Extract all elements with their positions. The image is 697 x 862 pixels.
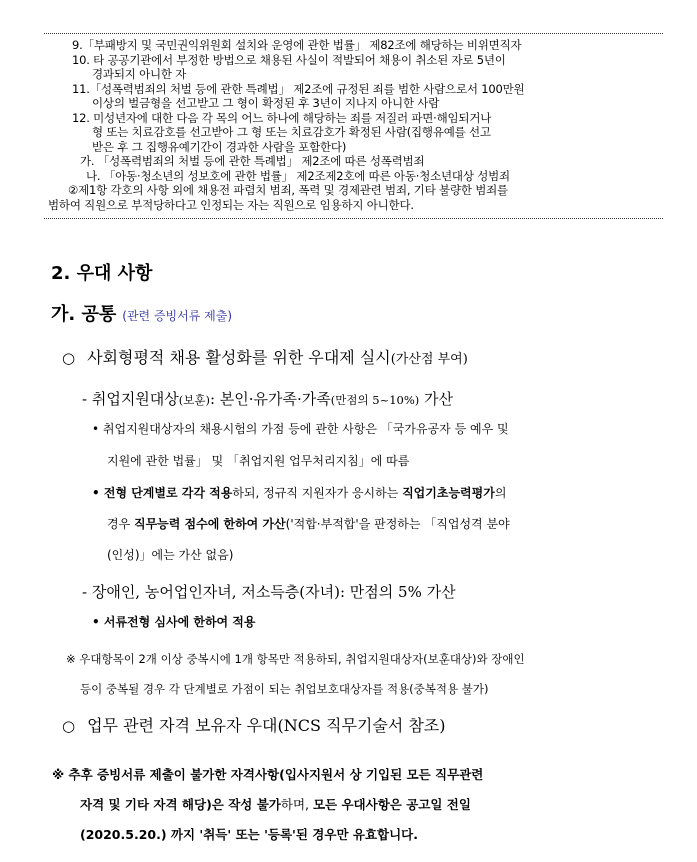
veterans-note-2-cont [107, 516, 510, 532]
subsection-common [51, 300, 232, 326]
final-note-2 [80, 795, 471, 813]
dash-veterans-b: (보훈) [178, 393, 210, 407]
item-11-cont: 이상의 벌금형을 선고받고 그 형이 확정된 후 3년이 지나지 아니한 사람 [92, 96, 440, 110]
section-title-preference: 2. 우대 사항 [51, 263, 153, 284]
veterans-note-2-c3: ('적합·부적합'을 판정하는 「직업성격 분야 [285, 517, 510, 531]
disqualification-box [44, 33, 663, 219]
bullet-social-equity [62, 345, 468, 368]
dash-veterans-c: : 본인·유가족·가족 [209, 390, 331, 408]
dash-veterans-a: - 취업지원대상 [82, 390, 179, 408]
subsection-note: (관련 증빙서류 제출) [122, 309, 233, 323]
document-screening-note: • 서류전형 심사에 한하여 적용 [92, 615, 256, 629]
circle-bullet-icon: ○ [62, 349, 76, 367]
veterans-note-1: • 취업지원대상자의 채용시험의 가점 등에 관한 사항은 「국가유공자 등 예우 및 [92, 422, 509, 436]
dash-disabled: - 장애인, 농어업인자녀, 저소득층(자녀): 만점의 5% 가산 [82, 583, 456, 601]
veterans-note-2-text: 하되, 정규직 지원자가 응시하는 [232, 486, 403, 500]
dash-veterans-d: (만점의 5~10%) [330, 393, 420, 407]
item-12-ga: 가. 「성폭력범죄의 처벌 등에 관한 특례법」 제2조에 따른 성폭력범죄 [80, 154, 425, 168]
duplicate-note-cont: 등이 중복될 경우 각 단계별로 가점이 되는 취업보호대상자를 적용(중복적용 불가) [80, 682, 489, 696]
veterans-note-2-end: 의 [494, 486, 507, 500]
subsection-title: 가. 공통 [51, 304, 117, 325]
final-note-2c: 모든 우대사항은 공고일 전일 [312, 797, 471, 812]
veterans-note-1-cont: 지원에 관한 법률」 및 「취업지원 업무처리지침」에 따름 [107, 454, 410, 468]
final-note-3: (2020.5.20.) 까지 '취득' 또는 '등록'된 경우만 유효합니다. [80, 827, 418, 842]
clause-2: ②제1항 각호의 사항 외에 채용전 파렴치 범죄, 폭력 및 경제관련 범죄, 기타 불량한 범죄를 [68, 183, 508, 197]
item-11: 11.「성폭력범죄의 처벌 등에 관한 특례법」 제2조에 규정된 죄를 범한 사람으로서 100만원 [72, 82, 525, 96]
bullet-qualification [62, 713, 446, 736]
veterans-note-2-bold-a: • 전형 단계별로 각각 적용 [92, 486, 233, 500]
veterans-note-2-c1: 경우 [107, 517, 134, 531]
clause-2-cont: 범하여 직원으로 부적당하다고 인정되는 자는 직원으로 임용하지 아니한다. [48, 198, 414, 212]
dash-veterans [82, 388, 453, 409]
item-12: 12. 미성년자에 대한 다음 각 목의 어느 하나에 해당하는 죄를 저질러 파면·해임되거나 [72, 111, 492, 125]
veterans-note-2-end-line: (인성)」에는 가산 없음) [107, 548, 234, 562]
bullet-text: 업무 관련 자격 보유자 우대(NCS 직무기술서 참조) [87, 716, 446, 735]
final-note-2a: 자격 및 기타 자격 해당)은 작성 불가 [80, 797, 281, 812]
item-12-na: 나. 「아동·청소년의 성보호에 관한 법률」 제2조제2호에 따른 아동·청소년대상 성범죄 [86, 169, 510, 183]
veterans-note-2 [92, 485, 506, 501]
item-10-cont: 경과되지 아니한 자 [92, 67, 187, 81]
bullet-text: 사회형평적 채용 활성화를 위한 우대제 실시 [87, 348, 391, 367]
final-note-1: ※ 추후 증빙서류 제출이 불가한 자격사항(입사지원서 상 기입된 모든 직무관련 [52, 767, 484, 782]
dash-veterans-e: 가산 [419, 390, 453, 408]
item-10: 10. 타 공공기관에서 부정한 방법으로 채용된 사실이 적발되어 채용이 취소된 자로 5년이 [72, 53, 506, 67]
circle-bullet-icon: ○ [62, 717, 76, 735]
veterans-note-2-c2: 직무능력 점수에 한하여 가산 [134, 517, 286, 531]
duplicate-note: ※ 우대항목이 2개 이상 중복시에 1개 항목만 적용하되, 취업지원대상자(보훈대상)와 장애인 [66, 652, 525, 666]
bullet-small: (가산점 부여) [390, 352, 468, 367]
final-note-2b: 하며, [280, 797, 313, 812]
item-12-cont2: 받은 후 그 집행유예기간이 경과한 사람을 포함한다) [92, 140, 347, 154]
item-12-cont1: 형 또는 치료감호를 선고받아 그 형 또는 치료감호가 확정된 사람(집행유예를 선고 [92, 125, 491, 139]
veterans-note-2-bold-b: 직업기초능력평가 [402, 486, 495, 500]
item-9: 9.「부패방지 및 국민권익위원회 설치와 운영에 관한 법률」 제82조에 해당하는 비위면직자 [72, 38, 522, 52]
